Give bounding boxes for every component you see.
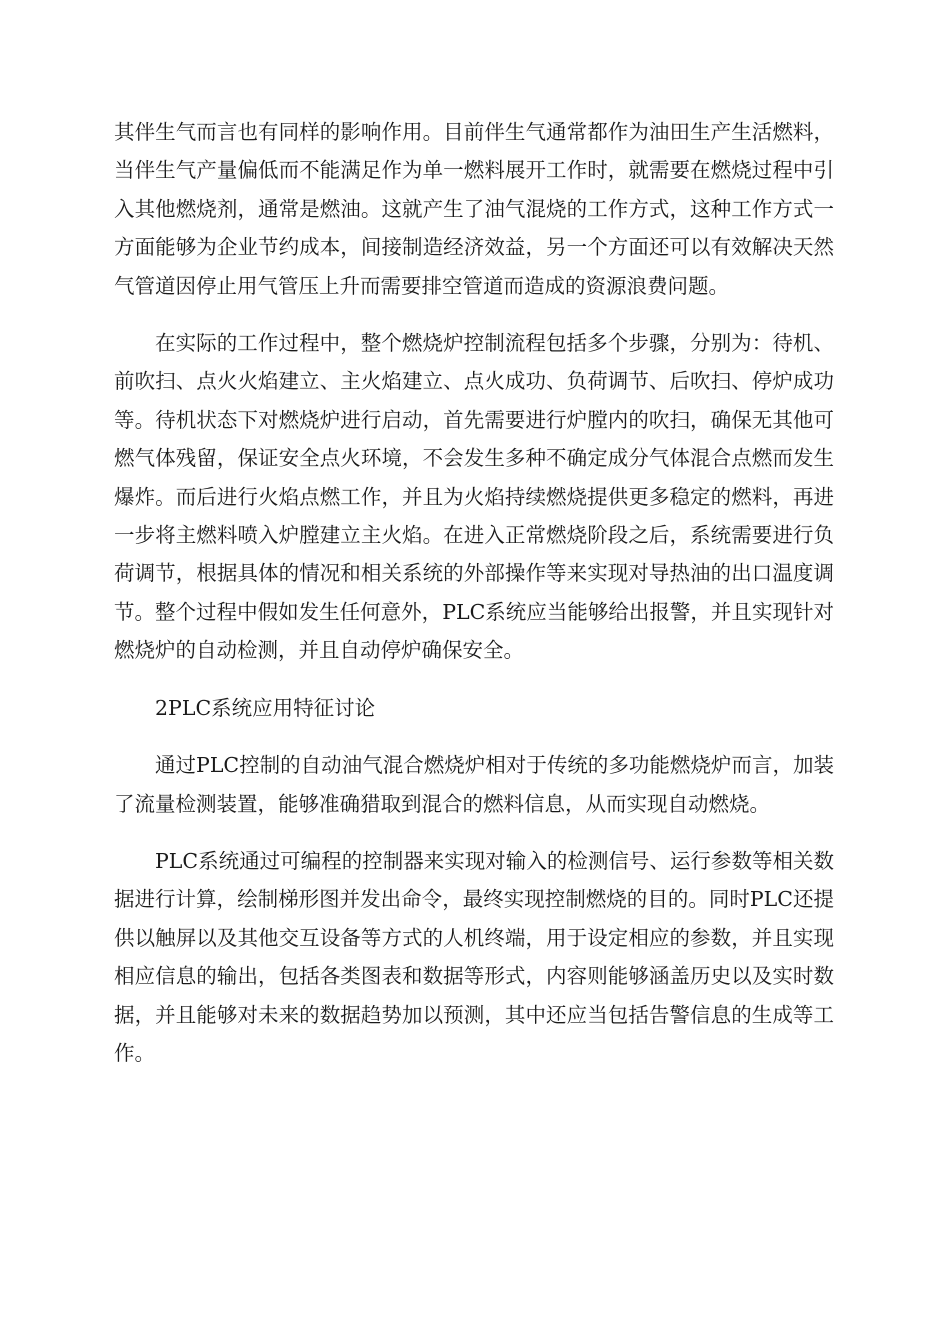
paragraph-control-process: 在实际的工作过程中，整个燃烧炉控制流程包括多个步骤，分别为：待机、前吹扫、点火火焰建立、主火焰建立、点火成功、负荷调节、后吹扫、停炉成功等。待机状态下对燃烧炉进行启动，首先需要进行炉膛内的吹扫，确保无其他可燃气体残留，保证安全点火环境，不会发生多种不确定成分气体混合点燃而发生爆炸。而后进行火焰点燃工作，并且为火焰持续燃烧提供更多稳定的燃料，再进一步将主燃料喷入炉膛建立主火焰。在进入正常燃烧阶段之后，系统需要进行负荷调节，根据具体的情况和相关系统的外部操作等来实现对导热油的出口温度调节。整个过程中假如发生任何意外，PLC系统应当能够给出报警，并且实现针对燃烧炉的自动检测，并且自动停炉确保安全。 — [114, 331, 834, 663]
paragraph-associated-gas: 其伴生气而言也有同样的影响作用。目前伴生气通常都作为油田生产生活燃料，当伴生气产量偏低而不能满足作为单一燃料展开工作时，就需要在燃烧过程中引入其他燃烧剂，通常是燃油。这就产生了油气混烧的工作方式，这种工作方式一方面能够为企业节约成本，间接制造经济效益，另一个方面还可以有效解决天然气管道因停止用气管压上升而需要排空管道而造成的资源浪费问题。 — [114, 120, 834, 298]
section-heading: 2PLC系统应用特征讨论 — [155, 695, 376, 720]
document-body — [114, 113, 834, 1091]
paragraph-plc-burner: 通过PLC控制的自动油气混合燃烧炉相对于传统的多功能燃烧炉而言，加装了流量检测装置，能够准确猎取到混合的燃料信息，从而实现自动燃烧。 — [114, 753, 834, 816]
paragraph-plc-system: PLC系统通过可编程的控制器来实现对输入的检测信号、运行参数等相关数据进行计算，绘制梯形图并发出命令，最终实现控制燃烧的目的。同时PLC还提供以触屏以及其他交互设备等方式的人机终端，用于设定相应的参数，并且实现相应信息的输出，包括各类图表和数据等形式，内容则能够涵盖历史以及实时数据，并且能够对未来的数据趋势加以预测，其中还应当包括告警信息的生成等工作。 — [114, 848, 834, 1065]
